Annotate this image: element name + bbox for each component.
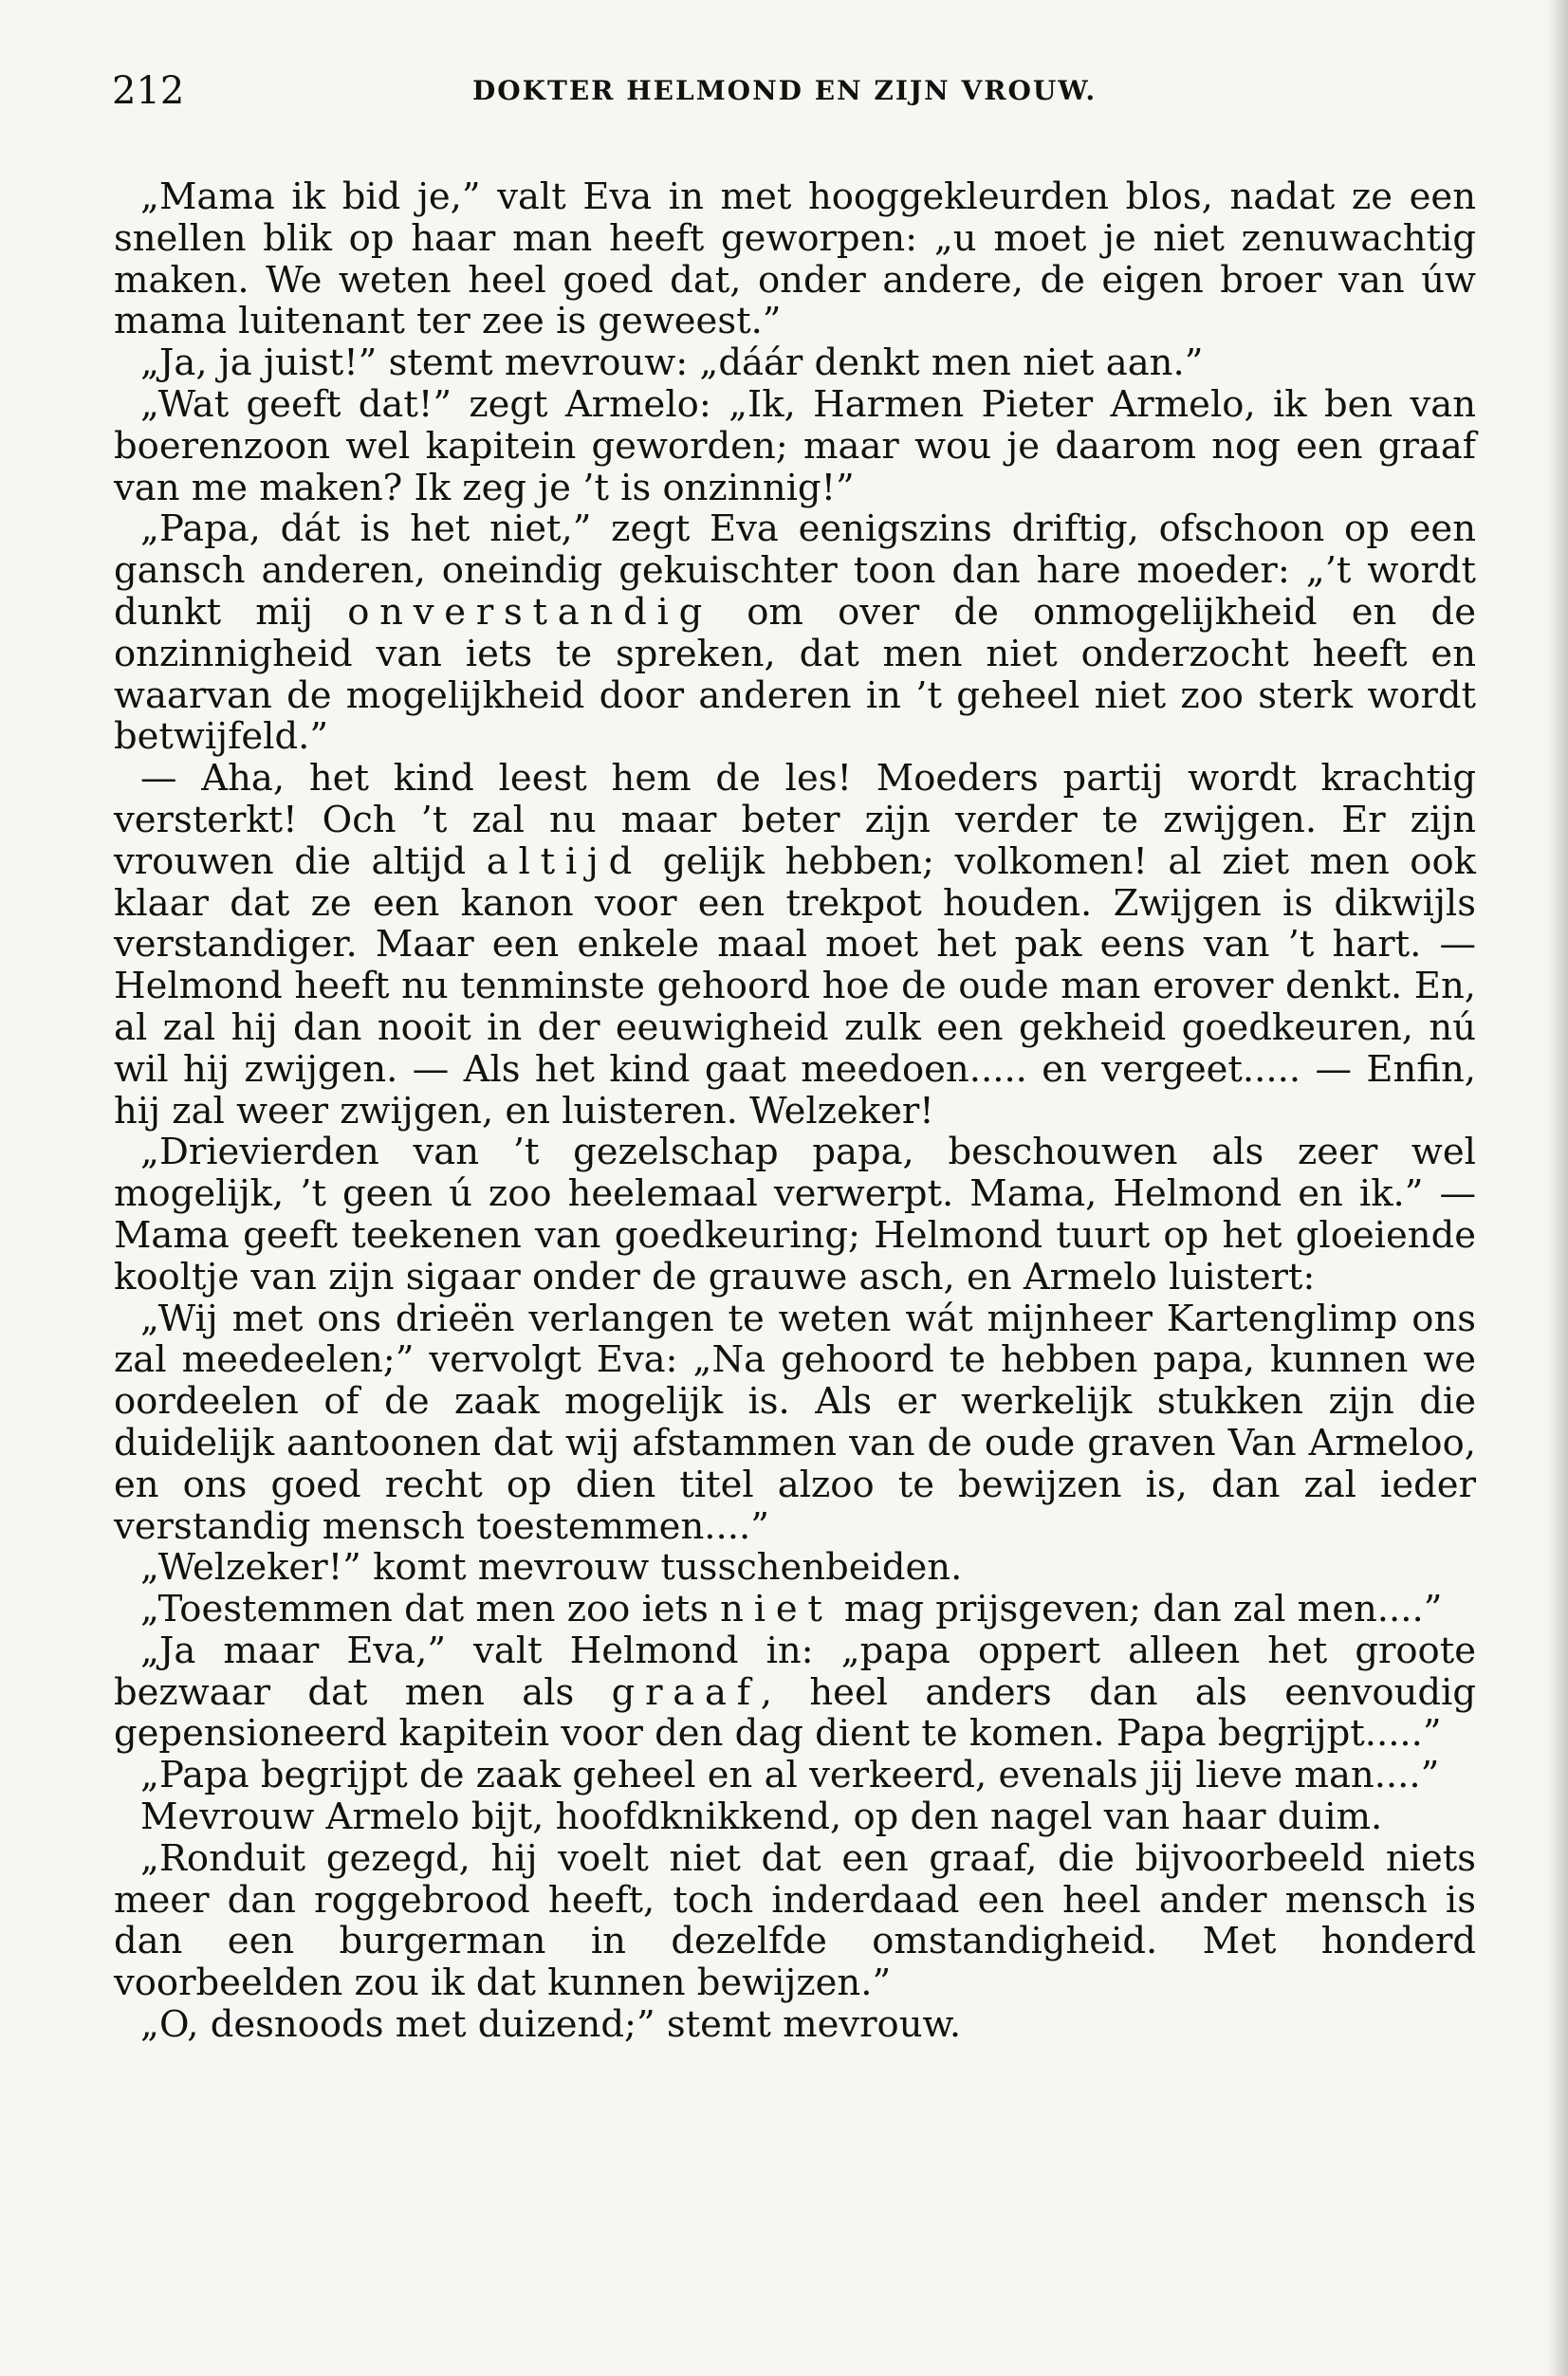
paragraph-8: „Welzeker!” komt mevrouw tusschenbeiden. — [140, 1546, 963, 1590]
paragraph-5-start: — Aha, het kind leest hem de les! Moeders partij wordt krachtig versterkt! Och ’t zal nu maar beter zijn verder te zwijgen. Er zijn vrouwen die altijd — [114, 757, 1476, 883]
running-title: DOKTER HELMOND EN ZIJN VROUW. — [472, 75, 1098, 106]
scan-edge-shadow — [1547, 0, 1568, 2376]
paragraph-13: „Ronduit gezegd, hij voelt niet dat een graaf, die bijvoorbeeld niets meer dan roggebrood heeft, toch inderdaad een heel ander mensch is dan een burgerman in dezelfde omstandigheid. Met honderd voorbeelden zou ik dat kunnen bewijzen.” — [114, 1836, 1476, 2005]
paragraph-9-start: „Toestemmen dat men zoo iets — [140, 1588, 721, 1631]
paragraph-4-start: „Papa, dát is het niet,” zegt Eva eenigszins driftig, ofschoon op een gansch anderen, oneindig gekuischter toon dan hare moeder: „’t wordt dunkt mij — [114, 507, 1476, 634]
paragraph-9 — [114, 1589, 1476, 1630]
paragraph-10-start: „Ja maar Eva,” valt Helmond in: „papa oppert alleen het groote bezwaar dat men als — [114, 1629, 1476, 1714]
paragraph-5-emphasis: altijd — [486, 839, 643, 883]
paragraph-7: „Wij met ons drieën verlangen te weten wát mijnheer Kartenglimp ons zal meedeelen;” vervolgt Eva: „Na gehoord te hebben papa, kunnen we oordeelen of de zaak mogelijk is. Als er werkelijk stukken zijn die duidelijk aantoonen dat wij afstammen van de oude graven Van Armeloo, en ons goed recht op dien titel alzoo te bewijzen is, dan zal ieder verstandig mensch toestemmen....” — [114, 1297, 1476, 1548]
paragraph-9-emphasis: niet — [720, 1588, 833, 1631]
paragraph-1: „Mama ik bid je,” valt Eva in met hooggekleurden blos, nadat ze een snellen blik op haar man heeft geworpen: „u moet je niet zenuwachtig maken. We weten heel goed dat, onder andere, de eigen broer van úw mama luitenant ter zee is geweest.” — [114, 175, 1476, 343]
paragraph-2: „Ja, ja juist!” stemt mevrouw: „dáár denkt men niet aan.” — [140, 341, 1204, 385]
paragraph-14: „O, desnoods met duizend;” stemt mevrouw. — [140, 2003, 962, 2047]
paragraph-6: „Drievierden van ’t gezelschap papa, beschouwen als zeer wel mogelijk, ’t geen ú zoo heelemaal verwerpt. Mama, Helmond en ik.” — Mama geeft teekenen van goedkeuring; Helmond tuurt op het gloeiende kooltje van zijn sigaar onder de grauwe asch, en Armelo luistert: — [114, 1131, 1476, 1299]
paragraph-4-emphasis: onverstandig — [347, 590, 713, 634]
paragraph-3: „Wat geeft dat!” zegt Armelo: „Ik, Harmen Pieter Armelo, ik ben van boerenzoon wel kapitein geworden; maar wou je daarom nog een graaf van me maken? Ik zeg je ’t is onzinnig!” — [114, 382, 1476, 509]
paragraph-4-end: om over de onmogelijkheid en de onzinnigheid van iets te spreken, dat men niet onderzocht heeft en waarvan de mogelijkheid door anderen in ’t geheel niet zoo sterk wordt betwijfeld.” — [114, 590, 1476, 759]
page-number: 212 — [112, 69, 185, 113]
paragraph-11: „Papa begrijpt de zaak geheel en al verkeerd, evenals jij lieve man....” — [140, 1754, 1440, 1797]
paragraph-4 — [114, 508, 1476, 758]
paragraph-10-emphasis: graaf — [611, 1670, 761, 1714]
page-header — [112, 63, 1478, 120]
paragraph-5-end: gelijk hebben; volkomen! al ziet men ook klaar dat ze een kanon voor een trekpot houden. Zwijgen is dikwijls verstandiger. Maar een enkele maal moet het pak eens van ’t hart. — Helmond heeft nu tenminste gehoord hoe de oude man erover denkt. En, al zal hij dan nooit in der eeuwigheid zulk een gekheid goedkeuren, nú wil hij zwijgen. — Als het kind gaat meedoen..... en vergeet..... — Enfin, hij zal weer zwijgen, en luisteren. Welzeker! — [114, 839, 1476, 1133]
paragraph-5 — [114, 758, 1476, 1132]
body-text — [114, 176, 1476, 2046]
paragraph-9-end: mag prijsgeven; dan zal men....” — [832, 1588, 1443, 1631]
paragraph-10 — [114, 1630, 1476, 1755]
paragraph-10-end: , heel anders dan als eenvoudig gepensioneerd kapitein voor den dag dient te komen. Papa begrijpt.....” — [114, 1670, 1476, 1756]
paragraph-12: Mevrouw Armelo bijt, hoofdknikkend, op den nagel van haar duim. — [140, 1796, 1383, 1839]
